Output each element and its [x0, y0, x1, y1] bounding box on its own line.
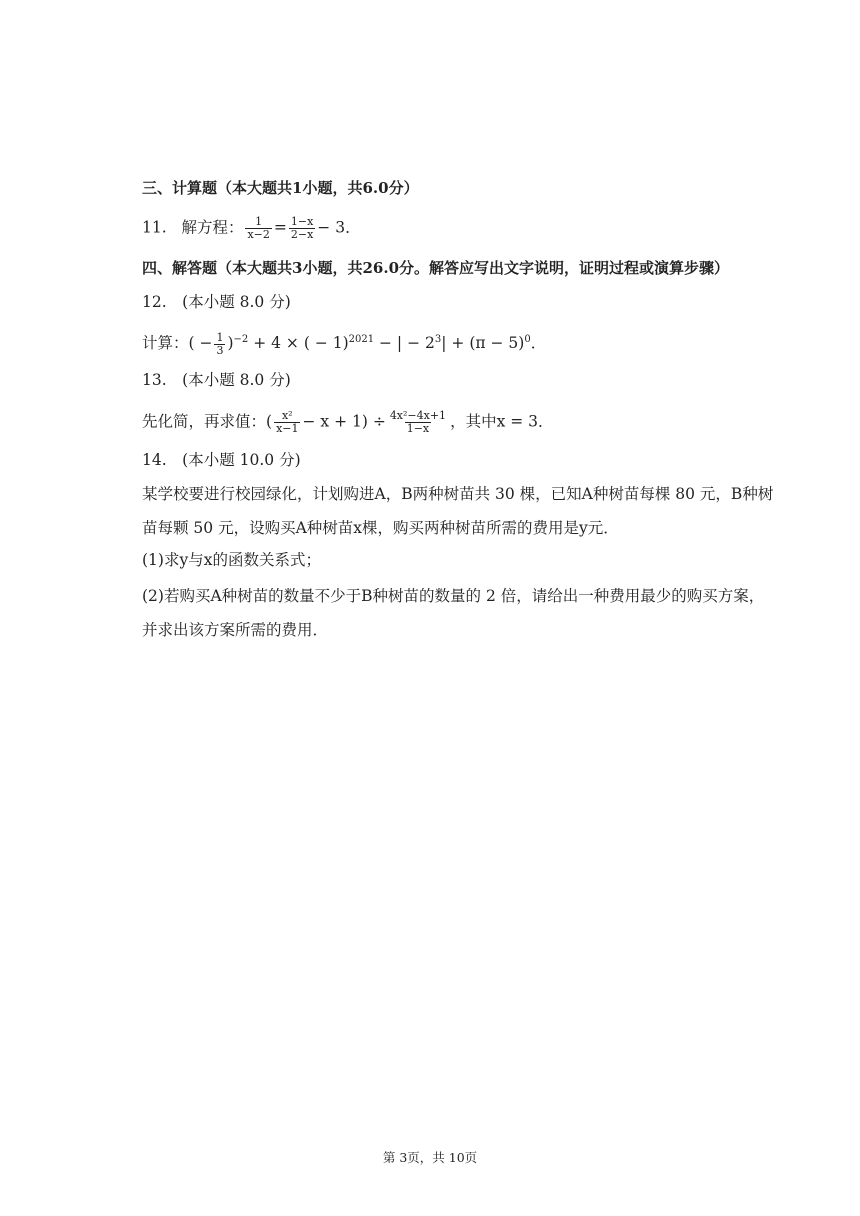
numerator: 1: [216, 330, 224, 344]
exponent: 3: [434, 334, 442, 345]
question-number: 11.: [142, 218, 167, 237]
exponent: 2021: [348, 334, 375, 345]
question-label: 先化简，再求值：(: [142, 412, 273, 431]
question-count: 3: [292, 259, 303, 277]
expression-tail: ，其中x = 3．: [450, 412, 554, 431]
fraction: [214, 332, 225, 357]
heading-text: 小题，共: [302, 259, 363, 277]
question-11: [142, 216, 361, 241]
heading-text: 分。解答应写出文字说明，证明过程或演算步骤）: [399, 259, 730, 277]
question-count: 1: [292, 179, 303, 197]
score: 6.0: [362, 179, 389, 197]
question-14-header: 14. (本小题 10.0 分): [142, 451, 301, 469]
page-footer: 第 3页，共 10页: [382, 1150, 478, 1165]
numerator: 4x²−4x+1: [389, 409, 447, 422]
fraction: [289, 216, 315, 241]
section-3-heading: [142, 178, 419, 198]
equals-sign: =: [273, 218, 287, 237]
expression-part: | + (π − 5): [441, 334, 525, 353]
fraction: [274, 410, 300, 435]
expression-part: ．: [530, 334, 547, 353]
expression-part: ): [227, 334, 234, 353]
heading-text: 三、计算题（本大题共: [142, 179, 293, 197]
question-label: 计算：: [142, 334, 189, 353]
denominator: 1−x: [406, 422, 430, 435]
denominator: 3: [216, 343, 224, 357]
expression-part: ( −: [188, 334, 213, 353]
section-4-heading: [142, 258, 729, 278]
expression-part: − x + 1) ÷: [302, 412, 386, 431]
heading-text: 四、解答题（本大题共: [142, 259, 293, 277]
question-14-part-2-line-1: (2)若购买A种树苗的数量不少于B种树苗的数量的 2 倍，请给出一种费用最少的购买方案，: [142, 587, 765, 605]
question-12-header: 12. (本小题 8.0 分): [142, 293, 291, 311]
question-13-body: [142, 410, 554, 435]
denominator: x−1: [276, 422, 299, 435]
question-14-part-1: (1)求y与x的函数关系式；: [142, 551, 321, 569]
denominator: 2−x: [290, 228, 314, 241]
numerator: x²: [281, 409, 293, 422]
expression-part: + 4 × ( − 1): [248, 334, 349, 353]
denominator: x−2: [247, 228, 270, 241]
fraction: [245, 216, 271, 241]
fraction: [388, 410, 448, 435]
heading-text: 分）: [388, 179, 419, 197]
heading-text: 小题，共: [302, 179, 363, 197]
exponent: 0: [524, 334, 531, 345]
question-14-line-2: 苗每颗 50 元，设购买A种树苗x棵，购买两种树苗所需的费用是y元．: [142, 519, 619, 537]
numerator: 1: [255, 215, 263, 228]
numerator: 1−x: [290, 215, 314, 228]
exponent: −2: [233, 334, 249, 345]
question-14-part-2-line-2: 并求出该方案所需的费用．: [142, 621, 329, 639]
expression-part: − | − 2: [374, 334, 435, 353]
question-12-body: [142, 330, 546, 357]
question-label: 解方程：: [181, 218, 244, 237]
expression-tail: − 3．: [317, 218, 361, 237]
score: 26.0: [362, 259, 400, 277]
question-13-header: 13. (本小题 8.0 分): [142, 371, 291, 389]
question-14-line-1: 某学校要进行校园绿化，计划购进A，B两种树苗共 30 棵，已知A种树苗每棵 80 元，B种树: [142, 485, 774, 503]
